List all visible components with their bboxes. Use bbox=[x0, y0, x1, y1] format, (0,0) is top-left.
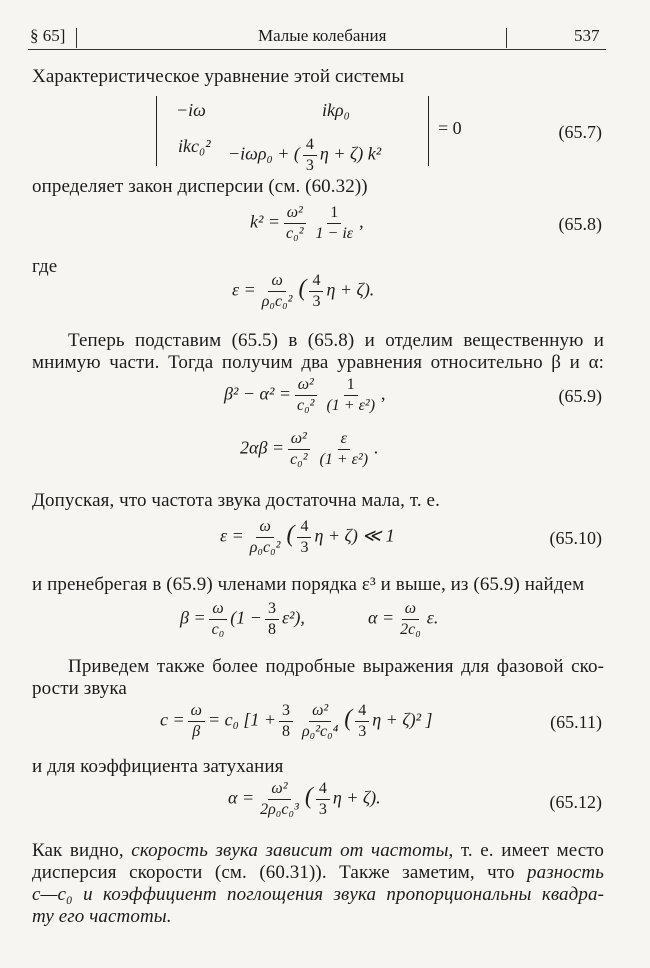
determinant-bar-left bbox=[156, 96, 157, 166]
frac-num: 4 bbox=[303, 136, 317, 156]
fraction bbox=[355, 702, 369, 741]
fraction bbox=[257, 780, 302, 819]
det-term-a: −iωρ₀ + ( bbox=[228, 143, 300, 164]
paragraph-line: и пренебрегая в (65.9) членами порядка ε³ и выше, из (65.9) найдем bbox=[32, 574, 585, 595]
equation-2ab bbox=[240, 430, 379, 469]
paragraph-line: ту его частоты. bbox=[32, 906, 172, 927]
fraction bbox=[294, 376, 317, 415]
frac-den: 8 bbox=[267, 621, 276, 638]
equation-beta bbox=[180, 600, 305, 639]
det-r2c1: ikc₀² bbox=[178, 136, 211, 156]
frac-den: 3 bbox=[312, 293, 321, 310]
italic-run: скорость звука зависит от частоты bbox=[131, 840, 449, 861]
frac-den: 2ρ₀c₀³ bbox=[260, 801, 299, 818]
eq-lhs: α = bbox=[368, 607, 395, 628]
frac-num: ω bbox=[268, 272, 285, 292]
frac-den: c₀² bbox=[290, 451, 308, 468]
paren: ( bbox=[298, 275, 307, 302]
frac-num: 1 bbox=[327, 204, 341, 224]
det-term-b: η + ζ) k² bbox=[319, 143, 382, 164]
frac-num: 4 bbox=[309, 272, 323, 292]
paragraph-line: определяет закон дисперсии (см. (60.32)) bbox=[32, 176, 368, 197]
det-r1c2: ikρ₀ bbox=[322, 100, 350, 120]
equation-number: (65.11) bbox=[550, 712, 602, 732]
fraction bbox=[209, 600, 228, 639]
equation-number: (65.9) bbox=[558, 386, 602, 406]
section-mark: § 65] bbox=[30, 26, 66, 45]
fraction bbox=[247, 518, 284, 557]
frac-num: ω bbox=[256, 518, 273, 538]
paragraph-line: и для коэффициента затухания bbox=[32, 756, 284, 777]
fraction bbox=[287, 430, 310, 469]
paragraph-line: Приведем также более подробные выражения для фазовой ско- bbox=[68, 656, 604, 677]
paren: ( bbox=[286, 521, 295, 548]
eq-lhs: 2αβ = bbox=[240, 437, 285, 458]
frac-den: 3 bbox=[318, 801, 327, 818]
eq-tail: , bbox=[359, 211, 364, 232]
frac-den: 1 − iε bbox=[315, 225, 354, 242]
frac-den: (1 + ε²) bbox=[326, 397, 376, 414]
equation-c bbox=[160, 702, 433, 741]
paragraph-line: Характеристическое уравнение этой системы bbox=[32, 66, 405, 87]
frac-den: ρ₀²c₀⁴ bbox=[301, 723, 339, 740]
frac-num: 4 bbox=[355, 702, 369, 722]
eq-lhs: β = bbox=[180, 607, 206, 628]
paragraph-line: мнимую части. Тогда получим два уравнения относительно β и α: bbox=[32, 352, 604, 373]
eq-mid: = c₀ [1 + bbox=[207, 709, 276, 730]
frac-num: 4 bbox=[297, 518, 311, 538]
header-rule bbox=[28, 49, 606, 50]
frac-den: (1 + ε²) bbox=[319, 451, 369, 468]
frac-den: β bbox=[192, 723, 201, 740]
frac-den: 8 bbox=[281, 723, 290, 740]
header-divider-right bbox=[506, 28, 507, 48]
fraction bbox=[323, 376, 378, 415]
frac-den: c₀ bbox=[211, 621, 225, 638]
frac-num: ω bbox=[188, 702, 205, 722]
page-number: 537 bbox=[574, 26, 600, 45]
fraction bbox=[283, 204, 306, 243]
frac-num: 1 bbox=[344, 376, 358, 396]
text-run: Как видно, bbox=[32, 840, 132, 861]
fraction bbox=[316, 780, 330, 819]
equation-alpha-damping bbox=[228, 780, 381, 819]
fraction bbox=[297, 518, 311, 557]
fraction bbox=[313, 204, 357, 243]
frac-num: 3 bbox=[279, 702, 293, 722]
frac-num: ω² bbox=[268, 780, 290, 800]
equation-number: (65.10) bbox=[549, 528, 602, 548]
frac-den: ρ₀c₀² bbox=[261, 293, 293, 310]
frac-den: 3 bbox=[300, 539, 309, 556]
eq-tail: . bbox=[374, 437, 379, 458]
paragraph-line: Теперь подставим (65.5) в (65.8) и отделим вещественную и bbox=[68, 330, 604, 351]
fraction bbox=[397, 600, 424, 639]
frac-den: 3 bbox=[358, 723, 367, 740]
text-run: , т. е. имеет место bbox=[448, 840, 604, 861]
frac-den: 3 bbox=[305, 157, 314, 174]
frac-num: 4 bbox=[316, 780, 330, 800]
paren: ( bbox=[304, 783, 313, 810]
frac-num: ω² bbox=[284, 204, 306, 224]
eq-lhs: k² = bbox=[250, 211, 281, 232]
eq-tail: ε. bbox=[426, 607, 439, 628]
equation-number: (65.8) bbox=[558, 214, 602, 234]
frac-num: ε bbox=[338, 430, 350, 450]
eq-lhs: ε = bbox=[232, 279, 256, 300]
frac-num: ω bbox=[402, 600, 419, 620]
paragraph-line bbox=[32, 840, 604, 862]
equation-beta2 bbox=[224, 376, 386, 415]
fraction bbox=[299, 702, 341, 741]
eq-tail: η + ζ). bbox=[332, 787, 381, 808]
fraction bbox=[188, 702, 205, 741]
fraction bbox=[303, 136, 317, 175]
eq-lhs: c = bbox=[160, 709, 185, 730]
paren: ( bbox=[344, 705, 353, 732]
eq-tail: ε²), bbox=[281, 607, 305, 628]
equation-number: (65.12) bbox=[549, 792, 602, 812]
eq-tail: η + ζ). bbox=[326, 279, 375, 300]
eq-lhs: ε = bbox=[220, 525, 244, 546]
equals-zero: = 0 bbox=[438, 118, 462, 138]
equation-number: (65.7) bbox=[558, 122, 602, 142]
equation-epsilon-small bbox=[220, 518, 395, 557]
frac-den: ρ₀c₀² bbox=[249, 539, 281, 556]
fraction bbox=[265, 600, 279, 639]
eq-tail: , bbox=[381, 383, 386, 404]
header-divider-left bbox=[76, 28, 77, 48]
paragraph-line: Допуская, что частота звука достаточна мала, т. е. bbox=[32, 490, 440, 511]
running-title: Малые колебания bbox=[258, 26, 387, 45]
frac-num: 3 bbox=[265, 600, 279, 620]
fraction bbox=[259, 272, 296, 311]
det-r1c1: −iω bbox=[176, 100, 206, 120]
paragraph-line bbox=[32, 862, 604, 884]
frac-num: ω² bbox=[295, 376, 317, 396]
frac-num: ω bbox=[209, 600, 226, 620]
equation-epsilon bbox=[232, 272, 374, 311]
determinant-bar-right bbox=[428, 96, 429, 166]
paragraph-line: где bbox=[32, 256, 58, 277]
paragraph-line: c—c₀ и коэффициент поглощения звука пропорциональны квадра- bbox=[32, 884, 604, 905]
eq-lhs: β² − α² = bbox=[224, 383, 291, 404]
fraction bbox=[317, 430, 372, 469]
eq-tail: η + ζ)² ] bbox=[372, 709, 433, 730]
text-run: дисперсия скорости (см. (60.31)). Также заметим, что bbox=[32, 862, 528, 883]
equation-k2 bbox=[250, 204, 364, 243]
frac-den: 2c₀ bbox=[400, 621, 421, 638]
equation-alpha bbox=[368, 600, 438, 639]
italic-run: разность bbox=[527, 862, 604, 883]
fraction bbox=[279, 702, 293, 741]
fraction bbox=[309, 272, 323, 311]
det-r2c2 bbox=[228, 136, 381, 175]
frac-num: ω² bbox=[309, 702, 331, 722]
frac-den: c₀² bbox=[297, 397, 315, 414]
frac-num: ω² bbox=[288, 430, 310, 450]
frac-den: c₀² bbox=[286, 225, 304, 242]
eq-tail: η + ζ) ≪ 1 bbox=[314, 525, 395, 546]
paragraph-line: рости звука bbox=[32, 678, 127, 699]
eq-mid: (1 − bbox=[230, 607, 262, 628]
eq-lhs: α = bbox=[228, 787, 255, 808]
